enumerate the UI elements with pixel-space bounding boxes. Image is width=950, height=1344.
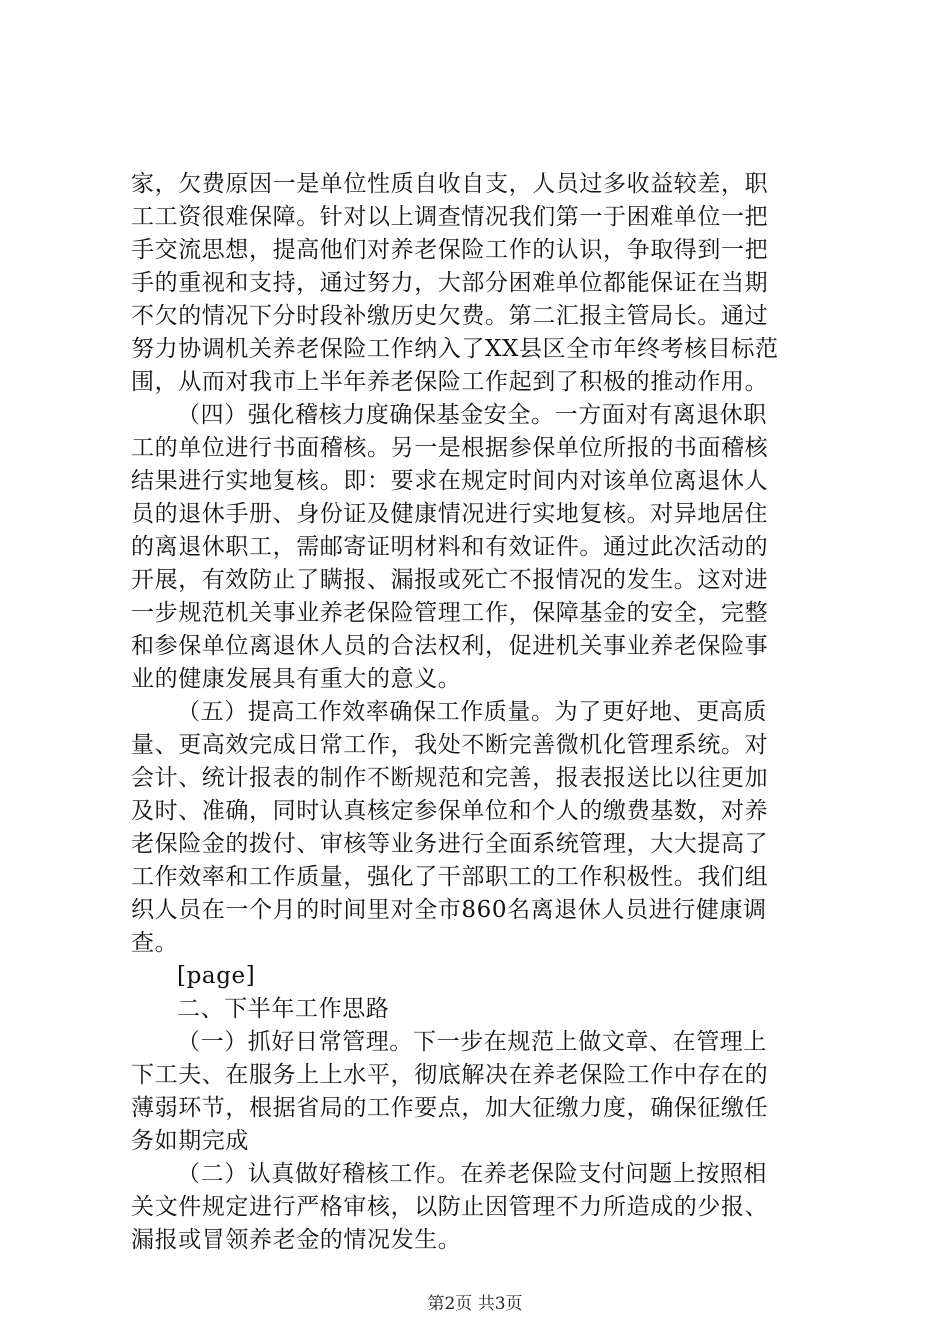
body-text-line: 漏报或冒领养老金的情况发生。 (131, 1227, 462, 1253)
body-text-line: 手的重视和支持，通过努力，大部分困难单位都能保证在当期 (131, 270, 769, 296)
page-marker: [page] (177, 963, 256, 989)
body-text-line: 努力协调机关养老保险工作纳入了XX县区全市年终考核目标范 (131, 336, 779, 362)
paragraph-heading-line: （五）提高工作效率确保工作质量。为了更好地、更高质 (177, 699, 767, 725)
body-text-line: 家，欠费原因一是单位性质自收自支，人员过多收益较差，职 (131, 171, 769, 197)
section-heading: 二、下半年工作思路 (177, 996, 390, 1022)
body-text-line: 围，从而对我市上半年养老保险工作起到了积极的推动作用。 (131, 369, 769, 395)
body-text-line: 业的健康发展具有重大的意义。 (131, 666, 462, 692)
paragraph-heading-line: （一）抓好日常管理。下一步在规范上做文章、在管理上 (177, 1029, 767, 1055)
body-text-line: 务如期完成 (131, 1128, 249, 1154)
body-text-line: 员的退休手册、身份证及健康情况进行实地复核。对异地居住 (131, 501, 769, 527)
body-text-line: 老保险金的拨付、审核等业务进行全面系统管理，大大提高了 (131, 831, 769, 857)
body-text-line: 工作效率和工作质量，强化了干部职工的工作积极性。我们组 (131, 864, 769, 890)
body-text-line: 量、更高效完成日常工作，我处不断完善微机化管理系统。对 (131, 732, 769, 758)
body-text-line: 和参保单位离退休人员的合法权利，促进机关事业养老保险事 (131, 633, 769, 659)
body-text-line: 工的单位进行书面稽核。另一是根据参保单位所报的书面稽核 (131, 435, 769, 461)
body-text-line: 不欠的情况下分时段补缴历史欠费。第二汇报主管局长。通过 (131, 303, 769, 329)
body-text-line: 工工资很难保障。针对以上调查情况我们第一于困难单位一把 (131, 204, 769, 230)
body-text-line: 一步规范机关事业养老保险管理工作，保障基金的安全，完整 (131, 600, 769, 626)
body-text-line: 的离退休职工，需邮寄证明材料和有效证件。通过此次活动的 (131, 534, 769, 560)
paragraph-heading-line: （二）认真做好稽核工作。在养老保险支付问题上按照相 (177, 1161, 767, 1187)
body-text-line: 下工夫、在服务上上水平，彻底解决在养老保险工作中存在的 (131, 1062, 769, 1088)
body-text-line: 关文件规定进行严格审核，以防止因管理不力所造成的少报、 (131, 1194, 769, 1220)
body-text-line: 织人员在一个月的时间里对全市860名离退休人员进行健康调 (131, 897, 767, 923)
page-footer: 第2页 共3页 (427, 1294, 523, 1314)
body-text-line: 结果进行实地复核。即：要求在规定时间内对该单位离退休人 (131, 468, 769, 494)
body-text-line: 薄弱环节，根据省局的工作要点，加大征缴力度，确保征缴任 (131, 1095, 769, 1121)
paragraph-heading-line: （四）强化稽核力度确保基金安全。一方面对有离退休职 (177, 402, 767, 428)
body-text-line: 查。 (131, 930, 179, 956)
body-text-line: 及时、准确，同时认真核定参保单位和个人的缴费基数，对养 (131, 798, 769, 824)
body-text-line: 手交流思想，提高他们对养老保险工作的认识，争取得到一把 (131, 237, 769, 263)
body-text-line: 开展，有效防止了瞒报、漏报或死亡不报情况的发生。这对进 (131, 567, 769, 593)
body-text-line: 会计、统计报表的制作不断规范和完善，报表报送比以往更加 (131, 765, 769, 791)
